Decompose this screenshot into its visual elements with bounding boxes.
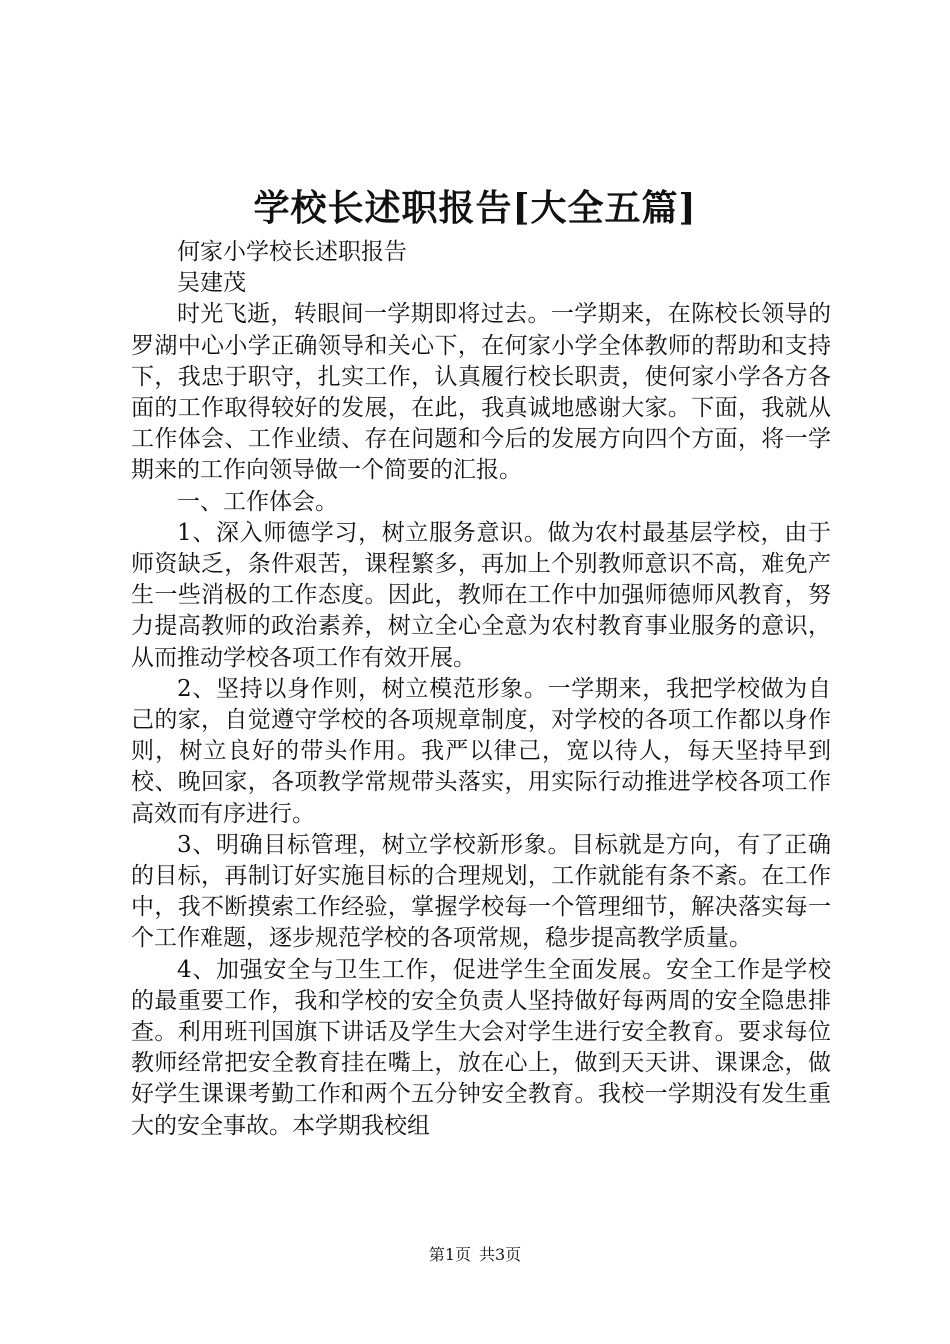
page-number: 第1页 xyxy=(428,1245,471,1264)
paragraph-item-1: 1、深入师德学习，树立服务意识。做为农村最基层学校，由于师资缺乏，条件艰苦，课程繁多，再加上个别教师意识不高，难免产生一些消极的工作态度。因此，教师在工作中加强师德师风教育，努力提高教师的政治素养，树立全心全意为农村教育事业服务的意识，从而推动学校各项工作有效开展。 xyxy=(131,519,831,671)
paragraph-intro: 时光飞逝，转眼间一学期即将过去。一学期来，在陈校长领导的罗湖中心小学正确领导和关心下，在何家小学全体教师的帮助和支持下，我忠于职守，扎实工作，认真履行校长职责，使何家小学各方各面的工作取得较好的发展，在此，我真诚地感谢大家。下面，我就从工作体会、工作业绩、存在问题和今后的发展方向四个方面，将一学期来的工作向领导做一个简要的汇报。 xyxy=(131,301,831,484)
document-body xyxy=(131,237,831,1142)
document-title: 学校长述职报告[大全五篇] xyxy=(253,187,697,229)
paragraph-subtitle: 何家小学校长述职报告 xyxy=(177,239,407,265)
paragraph-item-2: 2、坚持以身作则，树立模范形象。一学期来，我把学校做为自己的家，自觉遵守学校的各项规章制度，对学校的各项工作都以身作则，树立良好的带头作用。我严以律己，宽以待人，每天坚持早到校、晚回家，各项教学常规带头落实，用实际行动推进学校各项工作高效而有序进行。 xyxy=(131,675,831,827)
paragraph-item-3: 3、明确目标管理，树立学校新形象。目标就是方向，有了正确的目标，再制订好实施目标的合理规划，工作就能有条不紊。在工作中，我不断摸索工作经验，掌握学校每一个管理细节，解决落实每一个工作难题，逐步规范学校的各项常规，稳步提高教学质量。 xyxy=(131,831,831,952)
paragraph-item-4: 4、加强安全与卫生工作，促进学生全面发展。安全工作是学校的最重要工作，我和学校的安全负责人坚持做好每两周的安全隐患排查。利用班刊国旗下讲话及学生大会对学生进行安全教育。要求每位教师经常把安全教育挂在嘴上，放在心上，做到天天讲、课课念，做好学生课课考勤工作和两个五分钟安全教育。我校一学期没有发生重大的安全事故。本学期我校组 xyxy=(131,956,831,1139)
paragraph-section-heading: 一、工作体会。 xyxy=(177,488,338,515)
page-footer xyxy=(0,1244,950,1266)
page-total: 共3页 xyxy=(479,1245,522,1264)
paragraph-author: 吴建茂 xyxy=(177,270,246,297)
